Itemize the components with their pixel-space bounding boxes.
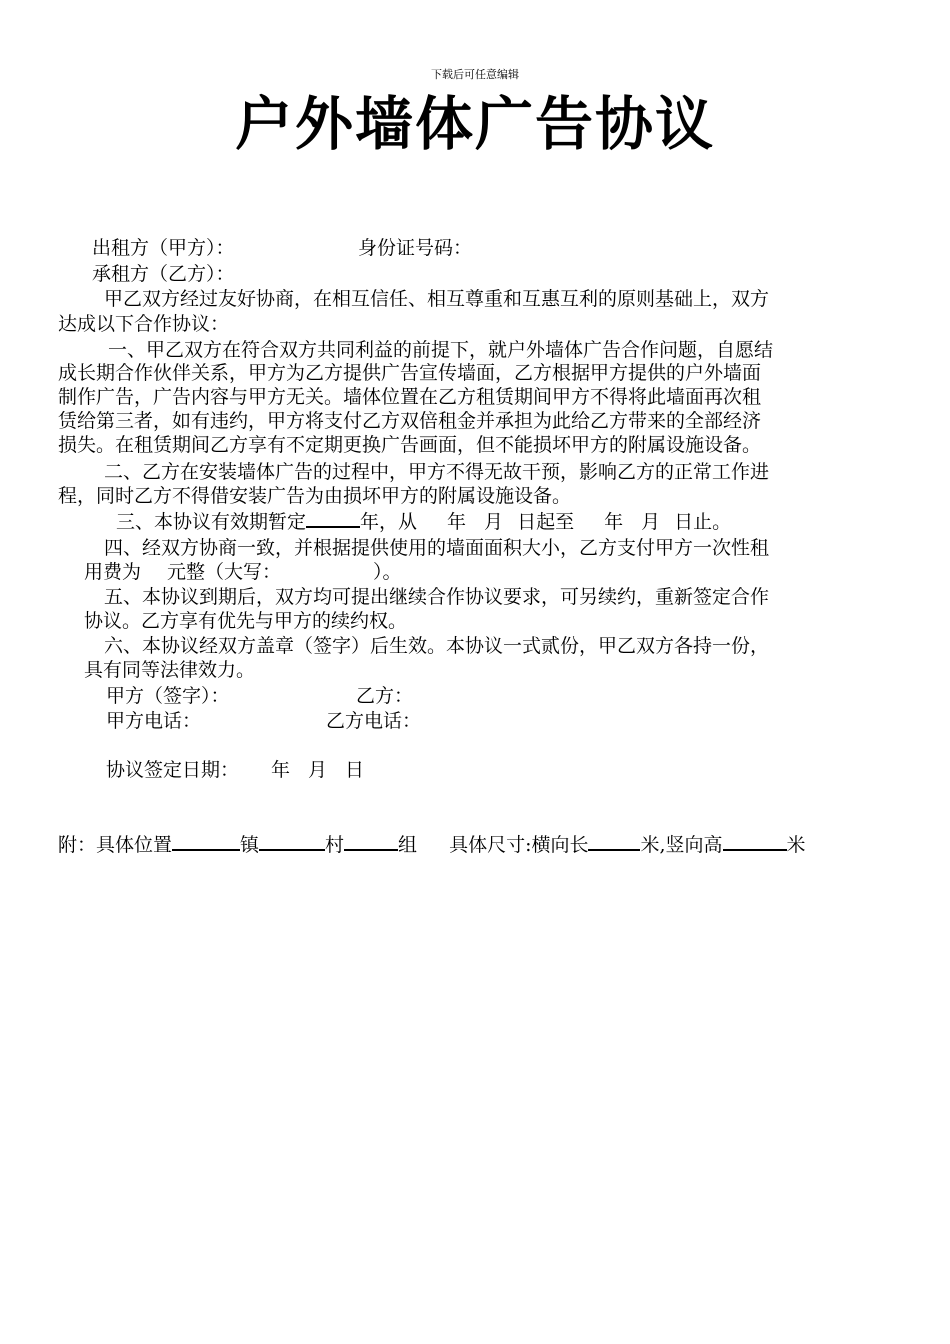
clause1-line: 赁给第三者，如有违约，甲方将支付乙方双倍租金并承担为此给乙方带来的全部经济 — [58, 410, 762, 432]
width-blank[interactable] — [588, 833, 640, 851]
intro-line: 甲乙双方经过友好协商，在相互信任、相互尊重和互惠互利的原则基础上，双方 — [104, 288, 770, 310]
town-blank[interactable] — [172, 833, 240, 851]
appendix-text: 组 — [398, 834, 418, 856]
clause4-line: 四、经双方协商一致，并根据提供使用的墙面面积大小，乙方支付甲方一次性租 — [104, 537, 770, 559]
height-blank[interactable] — [723, 833, 787, 851]
village-blank[interactable] — [259, 833, 325, 851]
clause3-text: 月 — [484, 511, 504, 533]
clause2-line: 程，同时乙方不得借安装广告为由损坏甲方的附属设施设备。 — [58, 485, 572, 507]
clause1-line: 损失。在租赁期间乙方享有不定期更换广告画面，但不能损坏甲方的附属设施设备。 — [58, 434, 762, 456]
clause5-line: 协议。乙方享有优先与甲方的续约权。 — [84, 610, 408, 632]
clause3-text: 年 — [447, 511, 467, 533]
clause5-line: 五、本协议到期后，双方均可提出继续合作协议要求，可另续约，重新签定合作 — [104, 586, 770, 608]
appendix-text: 镇 — [240, 834, 260, 856]
clause3-text: 年，从 — [360, 511, 418, 533]
clause1-line: 一、甲乙双方在符合双方共同利益的前提下，就户外墙体广告合作问题，自愿结 — [108, 339, 774, 361]
group-blank[interactable] — [344, 833, 398, 851]
appendix-text: 具体尺寸:横向长 — [449, 834, 589, 856]
clause6-line: 六、本协议经双方盖章（签字）后生效。本协议一式贰份，甲乙双方各持一份， — [104, 635, 770, 657]
term-years-blank[interactable] — [306, 510, 360, 528]
sign-date-label: 协议签定日期： — [106, 759, 240, 781]
clause3-text: 日止。 — [674, 511, 732, 533]
appendix-text: 村 — [325, 834, 345, 856]
appendix-text: 米,竖向高 — [640, 834, 723, 856]
document-title: 户外墙体广告协议 — [234, 90, 715, 158]
clause1-line: 成长期合作伙伴关系，甲方为乙方提供广告宣传墙面，乙方根据甲方提供的户外墙面 — [58, 362, 762, 384]
clause3-text: 年 — [604, 511, 624, 533]
id-number-label: 身份证号码： — [358, 237, 473, 259]
clause3-line — [116, 510, 731, 533]
appendix-text: 米 — [786, 834, 806, 856]
clause4-text: ）。 — [373, 561, 402, 583]
appendix-line — [58, 833, 806, 856]
clause3-text: 月 — [641, 511, 661, 533]
intro-line: 达成以下合作协议： — [58, 313, 230, 335]
clause4-line — [84, 561, 402, 583]
clause1-line: 制作广告，广告内容与甲方无关。墙体位置在乙方租赁期间甲方不得将此墙面再次租 — [58, 386, 762, 408]
header-note: 下载后可任意编辑 — [431, 68, 519, 81]
sign-date-day: 日 — [345, 759, 365, 781]
appendix-text: 附：具体位置 — [58, 834, 173, 856]
party-b-signature-label: 乙方： — [356, 685, 414, 707]
party-a-phone-label: 甲方电话： — [106, 710, 202, 732]
party-b-phone-label: 乙方电话： — [326, 710, 422, 732]
clause4-text: 元整（大写： — [167, 561, 282, 583]
clause3-text: 三、本协议有效期暂定 — [116, 511, 307, 533]
clause2-line: 二、乙方在安装墙体广告的过程中，甲方不得无故干预，影响乙方的正常工作进 — [104, 461, 770, 483]
sign-date-line — [106, 759, 364, 781]
clause3-text: 日起至 — [517, 511, 575, 533]
clause4-text: 用费为 — [84, 561, 142, 583]
lessee-label: 承租方（乙方）： — [92, 263, 235, 285]
party-a-signature-label: 甲方（签字）： — [106, 685, 230, 707]
clause6-line: 具有同等法律效力。 — [84, 659, 256, 681]
lessor-label: 出租方（甲方）： — [92, 237, 235, 259]
sign-date-year: 年 — [271, 759, 291, 781]
sign-date-month: 月 — [308, 759, 328, 781]
